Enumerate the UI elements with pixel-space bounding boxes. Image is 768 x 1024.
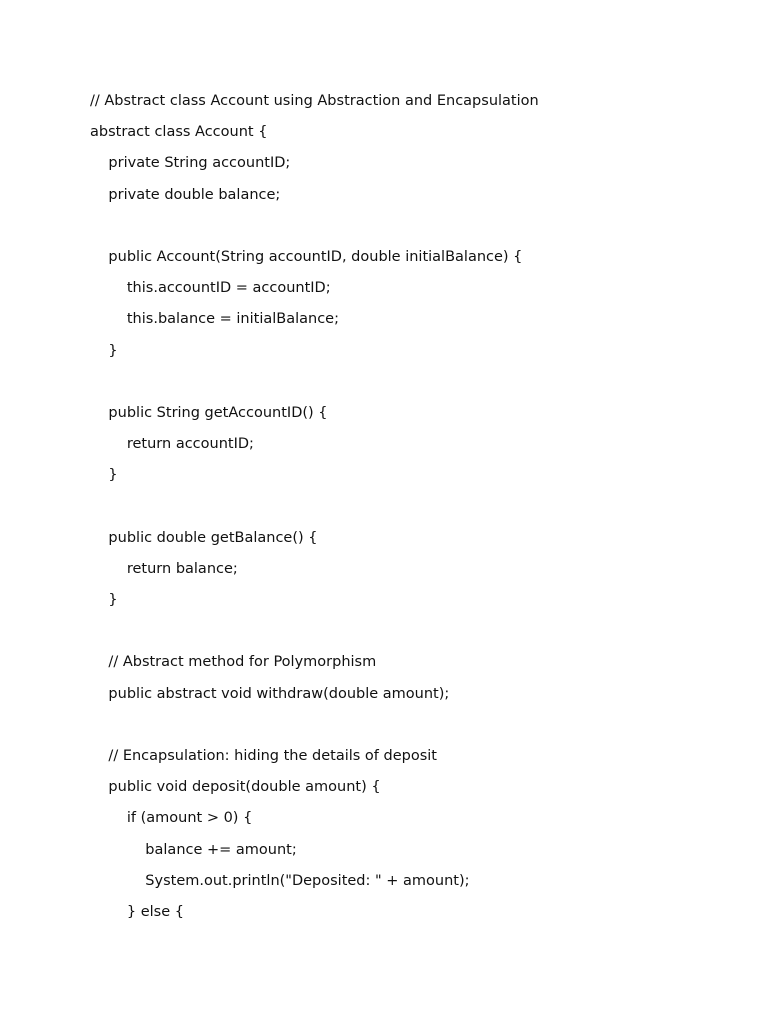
- statement-line: return accountID;: [90, 436, 254, 453]
- method-line: public double getBalance() {: [90, 529, 318, 546]
- field-line: private double balance;: [90, 186, 281, 203]
- field-line: private String accountID;: [90, 155, 291, 172]
- statement-line: balance += amount;: [90, 841, 297, 858]
- blank-line: [90, 715, 730, 746]
- method-line: public String getAccountID() {: [90, 404, 328, 421]
- closing-brace-line: }: [90, 342, 118, 359]
- comment-line: // Abstract class Account using Abstraction and Encapsulation: [90, 93, 539, 109]
- blank-line: [90, 216, 730, 247]
- statement-line: this.balance = initialBalance;: [90, 311, 339, 328]
- blank-line: [90, 372, 730, 403]
- class-declaration-line: abstract class Account {: [90, 124, 268, 141]
- closing-brace-line: }: [90, 467, 118, 484]
- statement-line: return balance;: [90, 560, 238, 577]
- else-line: } else {: [90, 903, 184, 920]
- blank-line: [90, 621, 730, 652]
- abstract-method-line: public abstract void withdraw(double amount);: [90, 685, 450, 702]
- closing-brace-line: }: [90, 592, 118, 608]
- comment-line: // Encapsulation: hiding the details of deposit: [90, 747, 437, 764]
- if-statement-line: if (amount > 0) {: [90, 810, 253, 827]
- statement-line: System.out.println("Deposited: " + amount);: [90, 872, 470, 889]
- method-line: public void deposit(double amount) {: [90, 779, 381, 796]
- blank-line: [90, 496, 730, 527]
- code-document: [90, 91, 730, 933]
- comment-line: // Abstract method for Polymorphism: [90, 654, 377, 671]
- constructor-line: public Account(String accountID, double initialBalance) {: [90, 248, 523, 265]
- statement-line: this.accountID = accountID;: [90, 280, 331, 297]
